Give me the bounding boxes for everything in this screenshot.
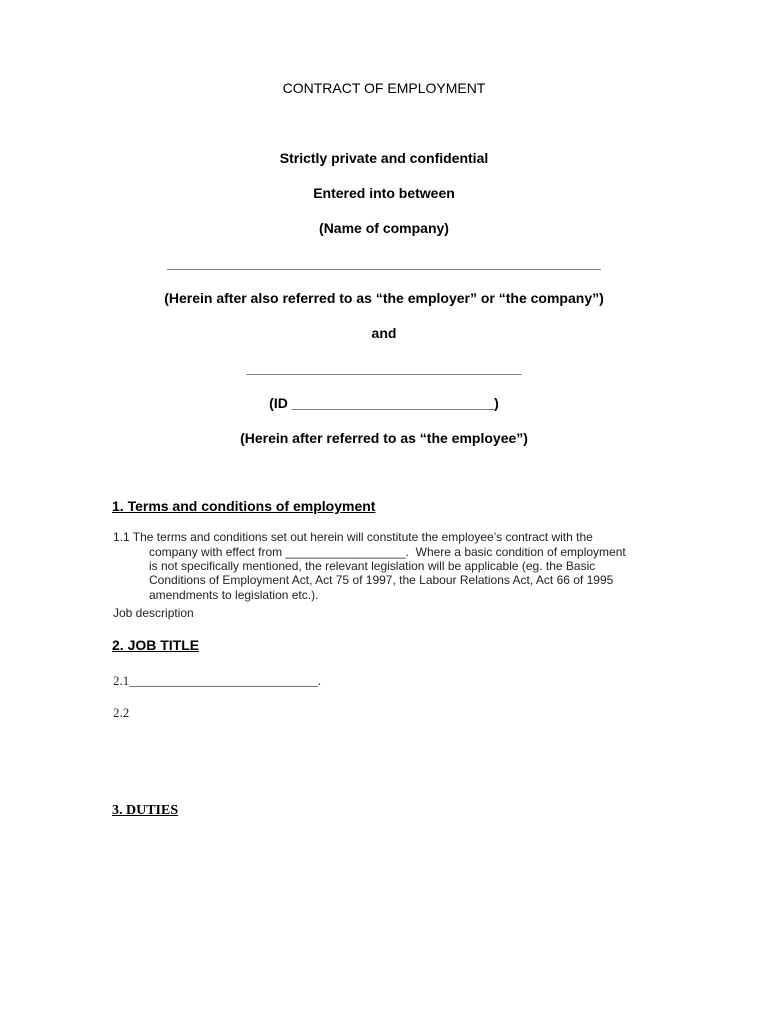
clause-1-1-line-5: amendments to legislation etc.). [149,588,319,602]
job-title-item-2-1: 2.1_____________________________. [113,673,321,688]
clause-1-1-line-2: company with effect from __________________. Where a basic condition of employment [149,545,626,559]
document-title: CONTRACT OF EMPLOYMENT [282,80,486,96]
entered-into-text: Entered into between [313,185,455,201]
employee-name-blank: ______________________________________ [246,361,522,376]
job-title-item-2-2: 2.2 [113,705,130,720]
company-name-label: (Name of company) [319,220,449,236]
id-number-line: (ID __________________________) [269,395,499,411]
confidential-note: Strictly private and confidential [279,150,489,166]
section-3-heading: 3. DUTIES [112,803,179,818]
section-2-heading: 2. JOB TITLE [112,637,200,653]
clause-1-1-line-4: Conditions of Employment Act, Act 75 of 1997, the Labour Relations Act, Act 66 of 1995 [149,573,614,587]
employee-reference: (Herein after referred to as “the employee”) [240,430,528,446]
and-text: and [371,325,397,341]
section-1-heading: 1. Terms and conditions of employment [112,498,376,514]
employer-reference: (Herein after also referred to as “the employer” or “the company”) [164,290,604,306]
clause-1-1-line-1: 1.1 The terms and conditions set out herein will constitute the employee’s contract with the [113,530,593,544]
job-description-label: Job description [113,606,194,620]
company-name-blank: ____________________________________________________________ [167,256,601,271]
clause-1-1-line-3: is not specifically mentioned, the relevant legislation will be applicable (eg. the Basic [149,559,596,573]
